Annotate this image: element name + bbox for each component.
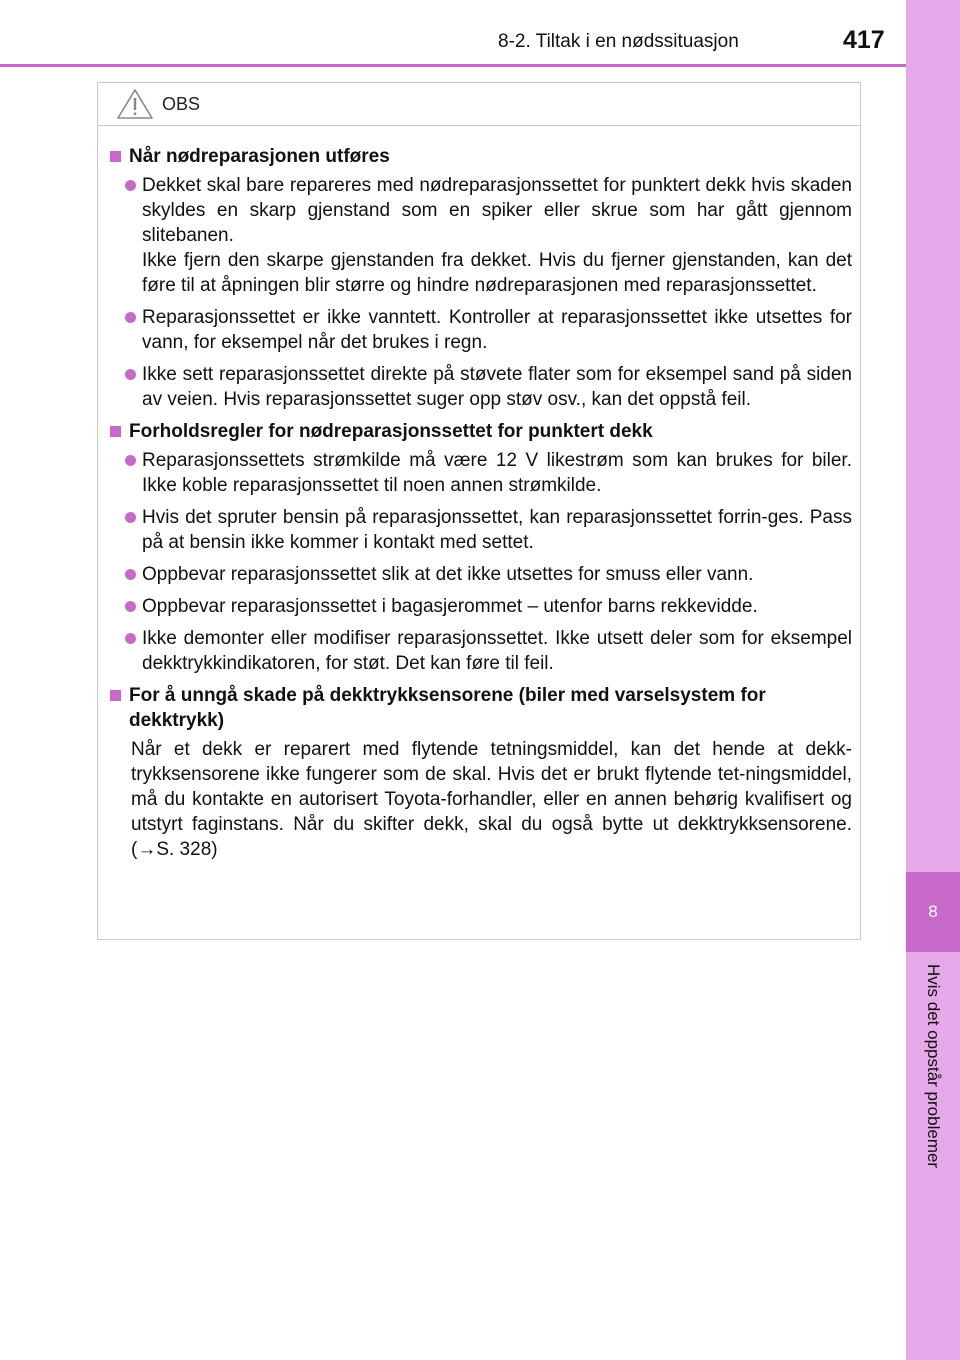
- section-heading: [108, 683, 852, 733]
- section-paragraph: Når et dekk er reparert med flytende tetningsmiddel, kan det hende at dekk-trykksensorene ikke fungerer som de skal. Hvis det er brukt flytende tet-ningsmiddel, må du kontakte en autorisert Toyota-forhandler, eller en annen behørig kvalifisert og utstyrt faginstans. Når du skifter dekk, skal du også bytte ut dekktrykksensorene. (→S. 328): [131, 739, 852, 860]
- caution-box: [97, 82, 861, 940]
- header-section-title: 8-2. Tiltak i en nødssituasjon: [498, 31, 739, 52]
- section-heading: [108, 144, 852, 169]
- list-item-text: Ikke demonter eller modifiser reparasjonssettet. Ikke utsett deler som for eksempel dekktrykkindikatoren, for støt. Det kan føre til feil.: [142, 628, 852, 674]
- list-item-text: Dekket skal bare repareres med nødreparasjonssettet for punktert dekk hvis skaden skyldes en skarp gjenstand som en spiker eller skrue som har gått gjennom slitebanen.: [142, 175, 852, 246]
- list-item: [108, 305, 852, 355]
- list-item-text: Ikke fjern den skarpe gjenstanden fra dekket. Hvis du fjerner gjenstanden, kan det føre til at åpningen blir større og hindre nødreparasjonen med reparasjonssettet.: [142, 250, 852, 296]
- square-bullet-icon: [110, 426, 121, 437]
- list-item: [108, 594, 852, 619]
- chapter-title: Hvis det oppstår problemer: [924, 964, 943, 1169]
- round-bullet-icon: [125, 455, 136, 466]
- round-bullet-icon: [125, 369, 136, 380]
- round-bullet-icon: [125, 601, 136, 612]
- list-item: [108, 173, 852, 298]
- section-heading-text: Når nødreparasjonen utføres: [129, 146, 390, 167]
- list-item: [108, 505, 852, 555]
- list-item: [108, 562, 852, 587]
- list-item-text: Reparasjonssettets strømkilde må være 12 V likestrøm som kan brukes for biler. Ikke koble reparasjonssettet til noen annen strømkilde.: [142, 450, 852, 496]
- list-item-text: Oppbevar reparasjonssettet slik at det ikke utsettes for smuss eller vann.: [142, 564, 754, 585]
- section-heading-text: For å unngå skade på dekktrykksensorene (biler med varselsystem for dekktrykk): [129, 685, 766, 731]
- list-item-text: Hvis det spruter bensin på reparasjonssettet, kan reparasjonssettet forrin-ges. Pass på at bensin ikke kommer i kontakt med settet.: [142, 507, 852, 553]
- caution-content: [98, 126, 860, 862]
- square-bullet-icon: [110, 151, 121, 162]
- caution-title: OBS: [162, 93, 201, 114]
- chapter-number: 8: [928, 902, 938, 921]
- caution-header: [98, 83, 860, 126]
- warning-triangle-icon: [116, 88, 154, 120]
- list-item-text: Oppbevar reparasjonssettet i bagasjerommet – utenfor barns rekkevidde.: [142, 596, 758, 617]
- section-heading: [108, 419, 852, 444]
- round-bullet-icon: [125, 180, 136, 191]
- page-number: 417: [843, 26, 885, 54]
- header-rule: [0, 64, 906, 67]
- list-item-text: Ikke sett reparasjonssettet direkte på støvete flater som for eksempel sand på siden av veien. Hvis reparasjonssettet suger opp støv osv., kan det oppstå feil.: [142, 364, 852, 410]
- square-bullet-icon: [110, 690, 121, 701]
- list-item: [108, 362, 852, 412]
- section-heading-text: Forholdsregler for nødreparasjonssettet for punktert dekk: [129, 421, 653, 442]
- list-item-text: Reparasjonssettet er ikke vanntett. Kontroller at reparasjonssettet ikke utsettes for vann, for eksempel når det brukes i regn.: [142, 307, 852, 353]
- chapter-number-tab: [906, 872, 960, 952]
- round-bullet-icon: [125, 512, 136, 523]
- round-bullet-icon: [125, 569, 136, 580]
- round-bullet-icon: [125, 312, 136, 323]
- round-bullet-icon: [125, 633, 136, 644]
- list-item: [108, 626, 852, 676]
- list-item: [108, 448, 852, 498]
